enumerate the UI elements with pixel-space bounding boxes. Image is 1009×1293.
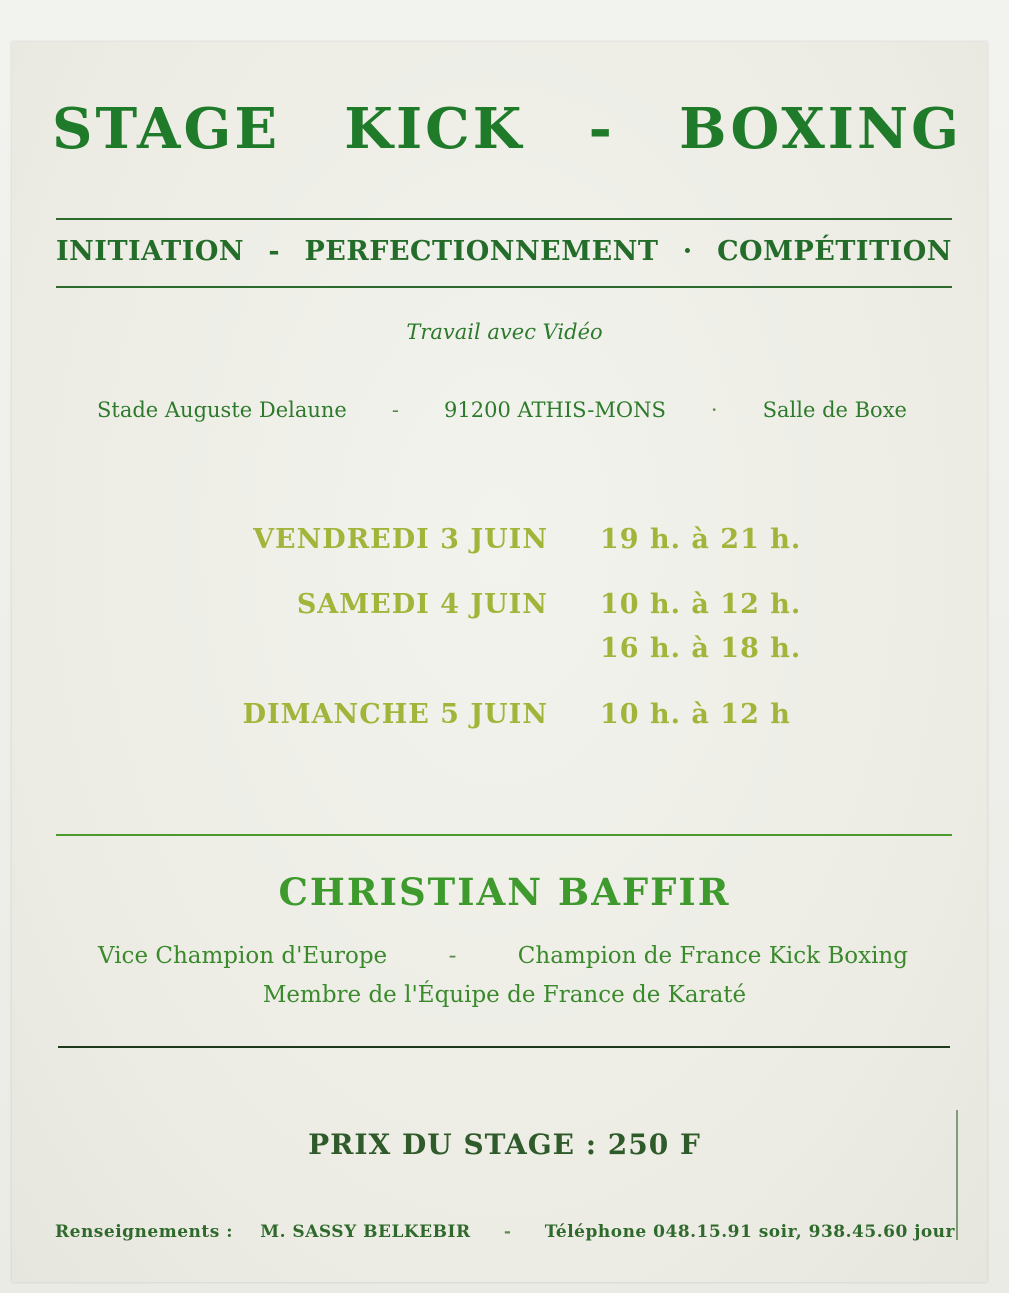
- schedule-time: 10 h. à 12 h.: [600, 589, 802, 620]
- schedule-day: SAMEDI 4 JUIN: [296, 589, 548, 620]
- instructor-title: Champion de France Kick Boxing: [517, 943, 908, 969]
- divider: [56, 834, 952, 836]
- contact-line: [55, 1222, 955, 1242]
- venue-room: Salle de Boxe: [762, 398, 907, 422]
- contact-label: Renseignements :: [55, 1222, 233, 1242]
- video-note: Travail avec Vidéo: [406, 320, 603, 344]
- schedule-time: 10 h. à 12 h: [600, 699, 791, 730]
- venue-place: Stade Auguste Delaune: [97, 398, 347, 422]
- poster-subtitle: INITIATION - PERFECTIONNEMENT · COMPÉTITION: [56, 236, 952, 267]
- schedule-time: 16 h. à 18 h.: [600, 633, 802, 664]
- price: PRIX DU STAGE : 250 F: [308, 1128, 701, 1161]
- instructor-titles: [98, 943, 908, 969]
- divider: [56, 286, 952, 288]
- instructor-membership: Membre de l'Équipe de France de Karaté: [262, 982, 747, 1008]
- contact-phone: Téléphone 048.15.91 soir, 938.45.60 jour: [544, 1222, 955, 1242]
- schedule-day: VENDREDI 3 JUIN: [253, 524, 548, 555]
- divider: [56, 218, 952, 220]
- separator: -: [448, 943, 457, 969]
- printer-mark: [956, 1110, 966, 1240]
- poster-title: STAGE KICK - BOXING: [52, 96, 962, 162]
- separator: -: [503, 1222, 512, 1242]
- schedule-time: 19 h. à 21 h.: [600, 524, 802, 555]
- instructor-name: CHRISTIAN BAFFIR: [278, 870, 731, 914]
- divider: [58, 1046, 950, 1048]
- venue-line: [97, 398, 907, 422]
- contact-person: M. SASSY BELKEBIR: [260, 1222, 471, 1242]
- venue-city: 91200 ATHIS-MONS: [444, 398, 666, 422]
- poster-paper: [12, 42, 987, 1282]
- separator: ·: [710, 398, 718, 422]
- instructor-title: Vice Champion d'Europe: [98, 943, 388, 969]
- schedule-day: DIMANCHE 5 JUIN: [242, 699, 548, 730]
- separator: -: [391, 398, 399, 422]
